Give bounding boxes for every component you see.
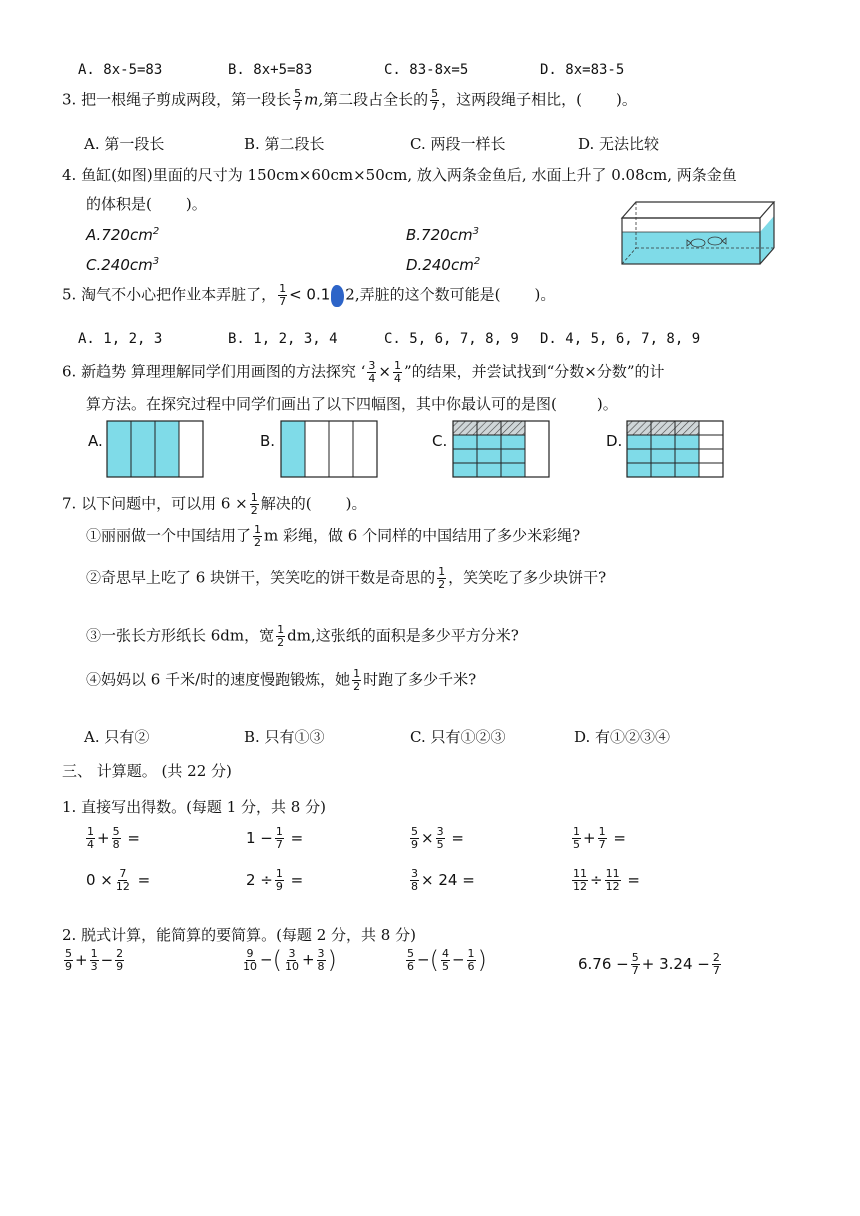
figure-d[interactable] bbox=[626, 420, 724, 478]
q6-stem-line2: 算方法。在探究过程中同学们画出了以下四幅图，其中你最认可的是图( )。 bbox=[86, 395, 618, 413]
part-1-title: 1. 直接写出得数。(每题 1 分，共 8 分) bbox=[62, 798, 326, 816]
q5-stem: 5. 淘气不小心把作业本弄脏了， $\frac{1}{7}$ < 0.1 2,弄脏的这个数可能是( )。 bbox=[62, 282, 556, 308]
q7-option-c[interactable]: C. 只有①②③ bbox=[410, 728, 506, 746]
fig-label-d: D. bbox=[606, 432, 623, 450]
q7-item-1: ①丽丽做一个中国结用了 $\frac{1}{2}$ m 彩绳，做 6 个同样的中国结用了多少米彩绳? bbox=[86, 523, 581, 549]
calc-r1c3: $\frac{5}{9}$ × $\frac{3}{5}$ = bbox=[411, 825, 464, 851]
q5-option-d[interactable]: D. 4, 5, 6, 7, 8, 9 bbox=[540, 331, 701, 347]
fig-label-b: B. bbox=[260, 432, 276, 450]
q7-item-3: ③一张长方形纸长 6dm，宽 $\frac{1}{2}$ dm,这张纸的面积是多少平方分米? bbox=[86, 623, 519, 649]
fraction: $\frac{5}{7}$ bbox=[431, 87, 439, 113]
fraction: $\frac{1}{4}$ bbox=[393, 359, 401, 385]
q7-option-d[interactable]: D. 有①②③④ bbox=[574, 728, 671, 746]
q2-option-c[interactable]: C. 83-8x=5 bbox=[384, 62, 469, 78]
calc-r2c4: $\frac{11}{12}$ ÷ $\frac{11}{12}$ = bbox=[573, 867, 640, 893]
q3-option-d[interactable]: D. 无法比较 bbox=[578, 135, 660, 153]
figure-a[interactable] bbox=[106, 420, 204, 478]
fish-tank-figure bbox=[618, 192, 780, 266]
calc-r1c1: $\frac{1}{4}$ + $\frac{5}{8}$ = bbox=[87, 825, 140, 851]
q4-stem-line1: 4. 鱼缸(如图)里面的尺寸为 150cm×60cm×50cm, 放入两条金鱼后, 水面上升了 0.08cm, 两条金鱼 bbox=[62, 166, 737, 184]
q7-item-2: ②奇思早上吃了 6 块饼干，笑笑吃的饼干数是奇思的 $\frac{1}{2}$ ，笑笑吃了多少块饼干? bbox=[86, 565, 607, 591]
q7-option-a[interactable]: A. 只有② bbox=[84, 728, 150, 746]
q5-option-c[interactable]: C. 5, 6, 7, 8, 9 bbox=[384, 331, 519, 347]
q4-stem-line2: 的体积是( )。 bbox=[86, 195, 207, 213]
ink-blot bbox=[331, 285, 344, 307]
q3-stem: 3. 把一根绳子剪成两段，第一段长 $\frac{5}{7}$ m,第二段占全长的 $\frac{5}{7}$ ，这两段绳子相比，( )。 bbox=[62, 87, 637, 113]
q3-option-b[interactable]: B. 第二段长 bbox=[244, 135, 325, 153]
q7-stem: 7. 以下问题中，可以用 6 × $\frac{1}{2}$ 解决的( )。 bbox=[62, 491, 367, 517]
q4-option-c[interactable]: $C.240cm^3$ bbox=[86, 256, 160, 274]
fraction: $\frac{3}{4}$ bbox=[368, 359, 376, 385]
calc-r2c3: $\frac{3}{8}$ × 24 = bbox=[411, 867, 475, 893]
q2-option-d[interactable]: D. 8x=83-5 bbox=[540, 62, 625, 78]
calc-r2c2: 2 ÷ $\frac{1}{9}$ = bbox=[246, 867, 304, 893]
calc-r1c4: $\frac{1}{5}$ + $\frac{1}{7}$ = bbox=[573, 825, 626, 851]
fraction: $\frac{1}{7}$ bbox=[279, 282, 287, 308]
fig-label-c: C. bbox=[432, 432, 448, 450]
calc-expr-3: $\frac{5}{6}$ −( $\frac{4}{5}$ − $\frac{1}{6}$ ) bbox=[407, 946, 487, 974]
q2-option-a[interactable]: A. 8x-5=83 bbox=[78, 62, 163, 78]
calc-expr-1: $\frac{5}{9}$ + $\frac{1}{3}$ − $\frac{2}{9}$ bbox=[65, 947, 124, 973]
calc-expr-2: $\frac{9}{10}$ −( $\frac{3}{10}$ + $\frac{3}{8}$ ) bbox=[243, 946, 337, 974]
q5-option-a[interactable]: A. 1, 2, 3 bbox=[78, 331, 163, 347]
q7-option-b[interactable]: B. 只有①③ bbox=[244, 728, 325, 746]
q4-option-b[interactable]: $B.720cm^3$ bbox=[406, 226, 479, 244]
calc-r1c2: 1 − $\frac{1}{7}$ = bbox=[246, 825, 304, 851]
fraction: $\frac{5}{7}$ bbox=[294, 87, 302, 113]
part-2-title: 2. 脱式计算，能简算的要简算。(每题 2 分，共 8 分) bbox=[62, 926, 416, 944]
section-3-title: 三、 计算题。 (共 22 分) bbox=[62, 762, 232, 780]
calc-r2c1: 0 × $\frac{7}{12}$ = bbox=[86, 867, 151, 893]
q4-option-a[interactable]: $A.720cm^2$ bbox=[86, 226, 160, 244]
q3-option-c[interactable]: C. 两段一样长 bbox=[410, 135, 506, 153]
q2-option-b[interactable]: B. 8x+5=83 bbox=[228, 62, 313, 78]
figure-b[interactable] bbox=[280, 420, 378, 478]
calc-expr-4: 6.76 − $\frac{5}{7}$ + 3.24 − $\frac{2}{7}$ bbox=[578, 951, 720, 977]
q5-option-b[interactable]: B. 1, 2, 3, 4 bbox=[228, 331, 338, 347]
q4-option-d[interactable]: $D.240cm^2$ bbox=[406, 256, 481, 274]
fig-label-a: A. bbox=[88, 432, 103, 450]
fraction: $\frac{1}{2}$ bbox=[250, 491, 258, 517]
figure-c[interactable] bbox=[452, 420, 550, 478]
q3-option-a[interactable]: A. 第一段长 bbox=[84, 135, 165, 153]
q6-stem-line1: 6. 新趋势 算理理解同学们用画图的方法探究 ‘ $\frac{3}{4}$ × $\frac{1}{4}$ ”的结果，并尝试找到“分数×分数”的计 bbox=[62, 359, 665, 385]
q7-item-4: ④妈妈以 6 千米/时的速度慢跑锻炼，她 $\frac{1}{2}$ 时跑了多少千米? bbox=[86, 667, 477, 693]
